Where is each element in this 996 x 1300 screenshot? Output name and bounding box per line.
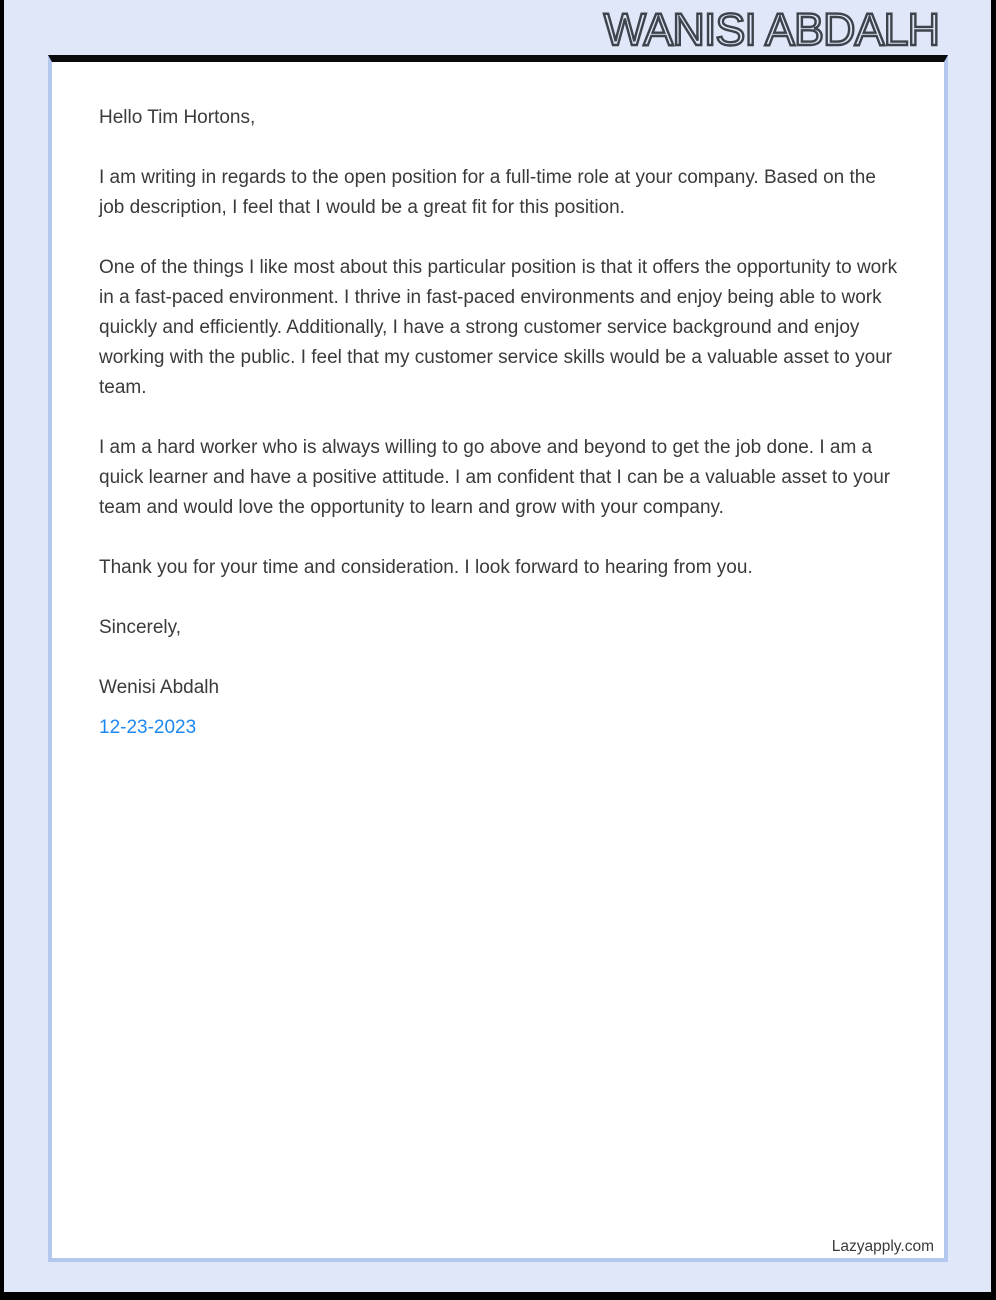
date-text: 12-23-2023 xyxy=(99,717,197,738)
greeting-line: Hello Tim Hortons, xyxy=(99,107,256,128)
letterhead xyxy=(4,0,991,55)
cover-letter-body xyxy=(52,62,944,743)
lazyapply-brand: Lazyapply.com xyxy=(831,1238,934,1255)
signature-name: Wenisi Abdalh xyxy=(99,677,220,698)
paragraph-thanks: Thank you for your time and consideration. I look forward to hearing from you. xyxy=(99,557,753,578)
closing-line: Sincerely, xyxy=(99,617,182,638)
cover-letter-card xyxy=(48,55,948,1262)
paragraph-strengths: One of the things I like most about this particular position is that it offers the opportunity to work in a fast-paced environment. I thrive in fast-paced environments and enjoy being able to work quickly and efficiently. Additionally, I have a strong customer service background and enjoy working with the public. I feel that my customer service skills would be a valuable asset to your team. xyxy=(99,257,898,398)
paragraph-work-ethic: I am a hard worker who is always willing to go above and beyond to get the job done. I am a quick learner and have a positive attitude. I am confident that I can be a valuable asset to your team and would love the opportunity to learn and grow with your company. xyxy=(99,437,891,518)
page-background xyxy=(4,0,991,1292)
page-title: WANISI ABDALH xyxy=(603,4,939,54)
paragraph-intro: I am writing in regards to the open position for a full-time role at your company. Based on the job description, I feel that I would be a great fit for this position. xyxy=(99,167,876,218)
applicant-name-outline-title xyxy=(519,2,939,54)
